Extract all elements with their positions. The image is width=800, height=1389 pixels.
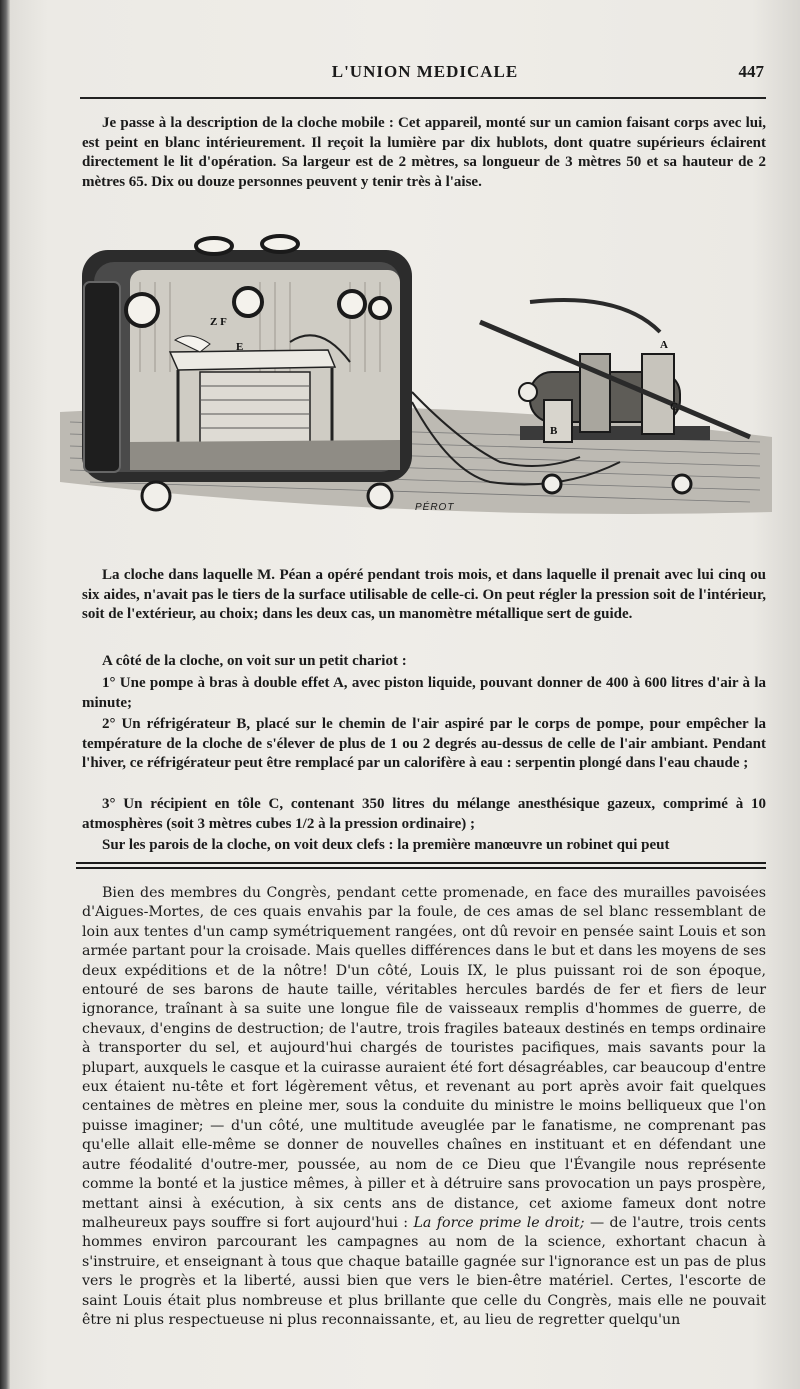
figure-caption: La cloche dans laquelle M. Péan a opéré pendant trois mois, et dans laquelle il prenait avec lui cinq ou six aides, n'avait pas le tiers de la surface utilisable de celle-ci. On peut régler la pression soit de l'intérieur, soit de l'extérieur, au choix; dans les deux cas, un manomètre métallique sert de guide. <box>82 567 766 623</box>
feuilleton-paragraph <box>82 884 766 1330</box>
bell-chamber <box>82 236 412 510</box>
label-a: A <box>660 339 668 351</box>
list-item-pump: 1° Une pompe à bras à double effet A, avec piston liquide, pouvant donner de 400 à 600 litres d'air à la minute; <box>82 675 766 711</box>
feuilleton-quote: La force prime le droit; <box>413 1214 585 1231</box>
label-c: C <box>670 401 678 413</box>
label-e: E <box>236 341 244 353</box>
engraving-figure <box>60 222 772 522</box>
label-zf: Z F <box>210 316 227 328</box>
cart-intro-line: A côté de la cloche, on voit sur un petit chariot : <box>102 653 407 669</box>
header-rule <box>80 97 766 99</box>
feuilleton-text-after: — de l'autre, trois cents hommes environ parcourant les campagnes au nom de la science, exhortant chacun à s'instruire, et enseignant à tous que chaque bataille gagnée sur l'ignorance est un pas de plus vers le progrès et la liberté, aussi bien que vers le bien-être matériel. Certes, l'escorte de saint Louis était plus nombreuse et plus brillante que celle du Congrès, mais elle ne pouvait être ni plus respectueuse ni plus reconnaissante, et, au lieu de regretter quelqu'un <box>82 1214 766 1328</box>
engraver-signature: PÉROT <box>415 502 455 513</box>
page-binding-edge <box>0 0 10 1389</box>
feuilleton-rule-bottom <box>76 867 766 869</box>
list-item-tank: 3° Un récipient en tôle C, contenant 350 litres du mélange anesthésique gazeux, comprimé à 10 atmosphères (soit 3 mètres cubes 1/2 à la pression ordinaire) ; <box>82 796 766 832</box>
feuilleton-rule-top <box>76 862 766 864</box>
running-head <box>80 62 770 88</box>
page-number: 447 <box>738 62 764 81</box>
list-item-refrigerator: 2° Un réfrigérateur B, placé sur le chemin de l'air aspiré par le corps de pompe, pour empêcher la température de la cloche de s'élever de plus de 1 ou 2 degrés au-dessus de celle de l'air ambiant. Pendant l'hiver, ce réfrigérateur peut être remplacé par un calorifère à eau : serpentin plongé dans l'eau chaude ; <box>82 716 766 772</box>
label-b: B <box>550 425 558 437</box>
mobile-bell-engraving <box>60 222 772 522</box>
feuilleton-text-before: Bien des membres du Congrès, pendant cette promenade, en face des murailles pavoisées d'Aigues-Mortes, de ces quais envahis par la foule, de ces amas de sel blanc ressemblant de loin aux tentes d'un camp symétriquement rangées, ont dû revoir en pensée saint Louis et son armée partant pour la croisade. Mais quelles différences dans le but et dans les moyens de ses deux expéditions et de la nôtre! D'un côté, Louis IX, le plus puissant roi de son époque, entouré de ses barons de haute taille, véritables hercules bardés de fer et fiers de leur ignorance, traînant à sa suite une longue file de vaisseaux remplis d'hommes de guerre, de chevaux, d'engins de destruction; de l'autre, trois fragiles bateaux destinés en temps ordinaire à transporter du sel, et aujourd'hui chargés de touristes pacifiques, mais savants pour la plupart, auxquels le casque et la cuirasse auraient été fort désagréables, car beaucoup d'entre eux étaient nu-tête et fort légèrement vêtus, et revenant au port après avoir fait quelques centaines de mètres en pleine mer, sous la conduite du ministre le moins belliqueux que l'on puisse imaginer; — d'un côté, une multitude aveuglée par le fanatisme, ne comprenant pas qu'elle allait elle-même se donner de nouvelles chaînes en instituant et en défendant une autre féodalité d'outre-mer, poussée, au nom de ce Dieu que l'Évangile nous représente comme la bonté et la justice mêmes, à piller et à détruire sans provocation un pays prospère, mettant ainsi à exécution, à six cents ans de distance, cet axiome fameux dont notre malheureux pays souffre si fort aujourd'hui : <box>82 885 766 1231</box>
walls-paragraph: Sur les parois de la cloche, on voit deux clefs : la première manœuvre un robinet qui peut <box>102 837 670 853</box>
intro-paragraph: Je passe à la description de la cloche mobile : Cet appareil, monté sur un camion faisant corps avec lui, est peint en blanc intérieurement. Il reçoit la lumière par dix hublots, dont quatre supérieurs éclairent directement le lit d'opération. Sa largeur est de 2 mètres, sa longueur de 3 mètres 50 et sa hauteur de 2 mètres 65. Dix ou douze personnes peuvent y tenir très à l'aise. <box>82 115 766 190</box>
journal-title: L'UNION MEDICALE <box>331 62 519 81</box>
